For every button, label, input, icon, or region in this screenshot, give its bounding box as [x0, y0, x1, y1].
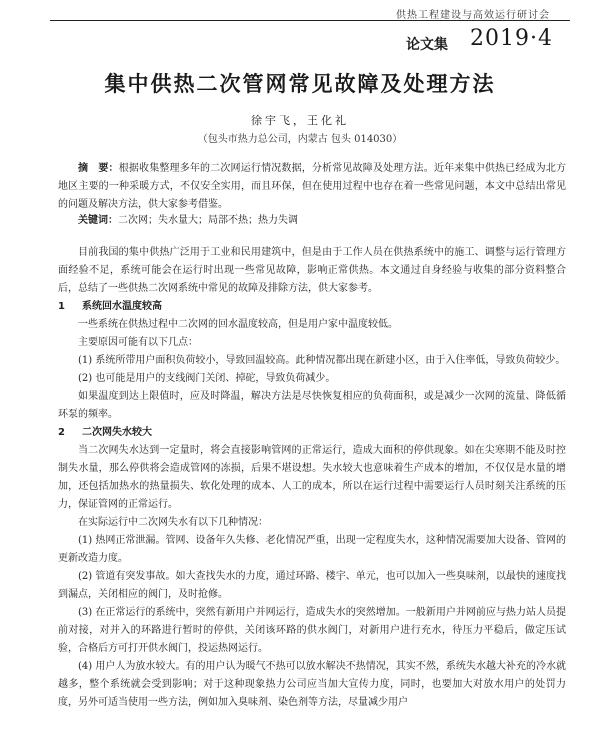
paragraph: 当二次网失水达到一定量时，将会直接影响管网的正常运行，造成大面积的停供现象。如在尖寒期不能及时控制失水量，那么停供将会造成管网的冻损，后果不堪设想。失水较大也意味着生产成本的增加，不仅仅是水量的增加，还包括加热水的热量损失、软化处理的成本、人工的成本，所以在运行过程中需要运行人员时刻关注系统的压力，保证管网的正常运行。: [58, 445, 566, 510]
list-item: (2) 也可能是用户的支线阀门关闭、掉砣，导致负荷减少。: [78, 373, 336, 384]
paragraph: 主要原因可能有以下几点：: [78, 337, 198, 348]
list-item: (4) 用户人为放水较大。有的用户认为暖气不热可以放水解决不热情况，其实不然，系统失水越大补充的冷水就越多，整个系统就会受到影响；对于这种现象热力公司应当加大宣传力度，同时，也要加大对放水用户的处罚力度，另外可适当使用一些方法，例如加入臭味剂、染色剂等方法，尽量减少用户: [58, 661, 566, 708]
paragraph: 在实际运行中二次网失水有以下几种情况：: [78, 517, 268, 528]
paragraph: 一些系统在供热过程中二次网的回水温度较高，但是用户家中温度较低。: [78, 319, 398, 330]
section-tag: 论文集: [406, 37, 448, 53]
article-affiliation: （包头市热力总公司，内蒙古 包头 014030）: [197, 134, 403, 145]
article-body: [58, 244, 566, 712]
section-number: 2: [58, 427, 65, 438]
article-authors: 徐宇飞，王化礼: [251, 114, 349, 127]
section-title: 二次网失水较大: [82, 427, 152, 438]
keywords-label: 关键词：: [78, 215, 118, 226]
abstract-label: 摘 要：: [78, 163, 119, 174]
header-rule: [50, 20, 570, 21]
list-item: (1) 系统所带用户面积负荷较小，导致回温较高。此种情况都出现在新建小区，由于入住率低，导致负荷较少。: [78, 355, 566, 366]
section-heading-2: [58, 424, 566, 442]
section-number: 1: [58, 301, 65, 312]
section-title: 系统回水温度较高: [82, 301, 162, 312]
intro-paragraph: 目前我国的集中供热广泛用于工业和民用建筑中，但是由于工作人员在供热系统中的施工、调整与运行管理方面经验不足，系统可能会在运行时出现一些常见故障，影响正常供热。本文通过自身经验与收集的部分资料整合后，总结了一些供热二次网系统中常见的故障及排除方法，供大家参考。: [58, 247, 566, 294]
article-title: 集中供热二次管网常见故障及处理方法: [104, 72, 496, 96]
abstract: [58, 160, 566, 214]
list-item: (3) 在正常运行的系统中，突然有新用户并网运行，造成失水的突然增加。一般新用户并网前应与热力站人员提前对接，对并入的环路进行暂时的停供，关闭该环路的供水阀门，对新用户进行充水，待压力平稳后，做定压试验，合格后方可打开供水阀门，投运热网运行。: [58, 607, 566, 654]
list-item: (1) 热网正常泄漏。管网、设备年久失修、老化情况严重，出现一定程度失水，这种情况需要加大设备、管网的更新改造力度。: [58, 535, 566, 564]
keywords-text: 二次网；失水量大；局部不热；热力失调: [118, 215, 298, 226]
paragraph: 如果温度到达上限值时，应及时降温，解决方法是尽快恢复相应的负荷面积，或是减少一次网的流量、降低循环泵的频率。: [58, 391, 566, 420]
keywords: [58, 212, 566, 230]
section-heading-1: [58, 298, 566, 316]
abstract-text: 根据收集整理多年的二次网运行情况数据，分析常见故障及处理方法。近年来集中供热已经成为北方地区主要的一种采暖方式，不仅安全实用，而且环保，但在使用过程中也存在着一些常见问题，本文中总结出常见的问题及解决方法，供大家参考借鉴。: [58, 163, 567, 210]
list-item: (2) 管道有突发事故。如大查找失水的力度，通过环路、楼宇、单元，也可以加入一些臭味剂，以最快的速度找到漏点，关闭相应的阀门，及时抢修。: [58, 571, 566, 600]
issue-number: 2019·4: [470, 26, 553, 51]
running-head: 供热工程建设与高效运行研讨会: [396, 10, 550, 21]
